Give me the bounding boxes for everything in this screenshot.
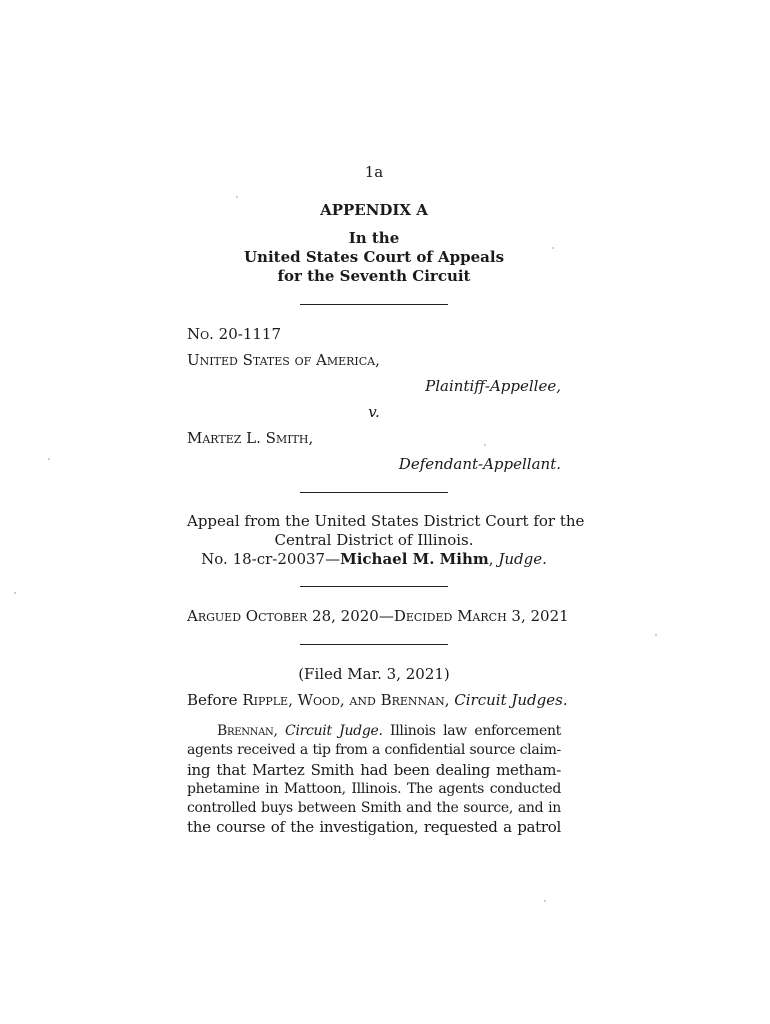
divider-rule (300, 304, 448, 305)
page-number: 1a (364, 163, 384, 181)
appendix-heading: APPENDIX A (320, 201, 428, 219)
scan-speck (236, 196, 238, 198)
versus: v. (368, 403, 380, 421)
panel-title: Circuit Judges. (454, 691, 568, 709)
argued-decided-dates: Argued October 28, 2020—Decided March 3, 2021 (187, 607, 569, 625)
case-number: No. 20-1117 (187, 325, 282, 343)
separator: , (488, 550, 499, 568)
scan-speck (544, 900, 546, 902)
scan-speck (655, 634, 657, 636)
scan-speck (48, 458, 50, 460)
docket-number: No. 18-cr-20037— (201, 550, 341, 568)
divider-rule (300, 492, 448, 493)
court-line-1: In the (348, 229, 400, 247)
divider-rule (300, 644, 448, 645)
opinion-text: Illinois law enforcement (382, 723, 561, 739)
court-line-2: United States Court of Appeals (243, 248, 505, 266)
panel-line (187, 690, 568, 710)
appeal-line-1: Appeal from the United States District Court for the (187, 512, 585, 530)
filed-date: (Filed Mar. 3, 2021) (298, 665, 450, 683)
opinion-paragraph (187, 722, 561, 838)
court-line-3: for the Seventh Circuit (277, 267, 471, 285)
opinion-author-title: Circuit Judge. (285, 723, 383, 739)
defendant-name: Martez L. Smith, (187, 429, 314, 447)
panel-judges: Ripple, Wood, and Brennan, (242, 691, 455, 709)
scan-speck (484, 444, 486, 446)
district-judge-name: Michael M. Mihm (340, 550, 489, 568)
opinion-line: agents received a tip from a confidential source claim- (187, 742, 561, 759)
district-judge-title: Judge. (498, 550, 547, 568)
scan-speck (552, 247, 554, 249)
appeal-line-2: Central District of Illinois. (274, 531, 474, 549)
opinion-author: Brennan, (217, 723, 286, 739)
plaintiff-name: United States of America, (187, 351, 380, 369)
appeal-line-3 (187, 549, 561, 569)
defendant-role: Defendant-Appellant. (398, 455, 561, 473)
plaintiff-role: Plaintiff-Appellee, (425, 377, 561, 395)
opinion-line: ing that Martez Smith had been dealing metham- (187, 760, 561, 779)
divider-rule (300, 586, 448, 587)
opinion-line: controlled buys between Smith and the source, and in (187, 800, 561, 817)
opinion-line: phetamine in Mattoon, Illinois. The agents conducted (187, 780, 561, 797)
opinion-line: the course of the investigation, requested a patrol (187, 818, 561, 837)
opinion-line (187, 722, 561, 741)
scan-speck (14, 592, 16, 594)
before-prefix: Before (187, 691, 243, 709)
